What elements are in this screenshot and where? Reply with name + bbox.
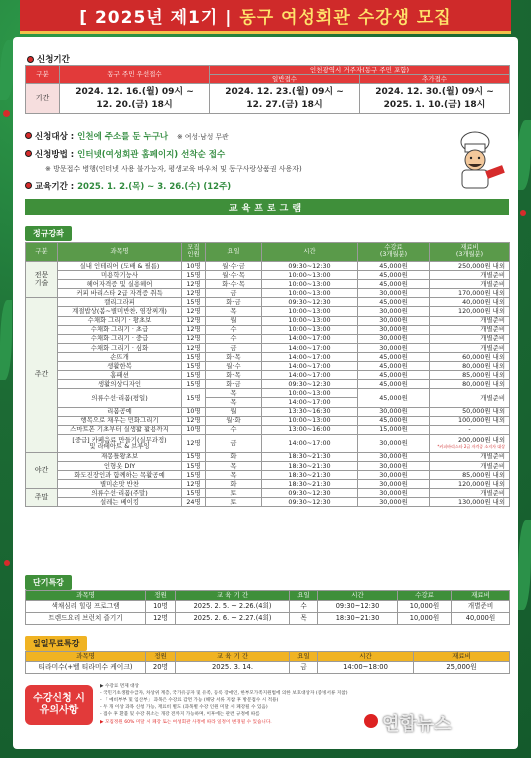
table-row [26,600,510,612]
fee: 45,000원 [358,280,430,289]
capacity: 10명 [146,600,176,612]
fee: 30,000원 [358,480,430,489]
days: 목 [206,470,262,479]
fee: 45,000원 [358,262,430,271]
fee: 10,000원 [398,600,452,612]
course-name: 의류수선·리폼(주말) [58,489,182,498]
table-row [26,352,510,361]
table-row [26,407,510,416]
time: 10:00~13:00 [262,280,358,289]
table-row [26,371,510,380]
capacity: 15명 [182,271,206,280]
capacity: 12명 [146,612,176,624]
regular-table [25,242,510,507]
fee: 30,000원 [358,461,430,470]
days: 월 [206,407,262,416]
material-fee: 80,000원 내외 [430,380,510,389]
category-cell: 주간 [26,298,58,452]
table-row [26,325,510,334]
material-fee: 개별준비 [430,271,510,280]
material-fee: 80,000원 내외 [430,362,510,371]
fee: 30,000원 [358,316,430,325]
program-band: 교육프로그램 [25,199,509,215]
time: 18:30~21:30 [318,612,398,624]
notice-line: - 접수 후 환불 및 수강 취소는 개강 전까지 가능하며, 이후에는 관련 규정에 따름 [100,712,260,718]
days: 화·목 [206,371,262,380]
material-fee: 개별준비 [430,452,510,461]
cafe-note: *커피바리스타 2급 자격증 소지자 대상 [437,444,505,450]
leaf-decoration [518,520,531,610]
col-header: 시간 [262,243,358,262]
course-name: 리폼공예 [58,407,182,416]
course-name: 헤어자격증 및 실용헤어 [58,280,182,289]
table-row [26,461,510,470]
col-header: 정원 [146,591,176,601]
bullet-icon [25,150,32,157]
course-period: 2025. 2. 6. ~ 2.27.(4회) [176,612,290,624]
time: 18:30~21:30 [262,461,358,470]
bullet-icon [25,132,32,139]
time: 09:30~12:30 [262,298,358,307]
course-name: 미용학기능사 [58,271,182,280]
days: 화·금 [206,298,262,307]
course-name: 계절밥상(봄~별미반찬, 염장찌개) [58,307,182,316]
col-header: 재료비 [452,591,510,601]
course-name: 손뜨개 [58,352,182,361]
course-name: 별미손맛 반찬 [58,480,182,489]
days: 수 [290,600,318,612]
material-fee: 200,000원 내외 *커피바리스타 2급 자격증 소지자 대상 [430,434,510,452]
fee: 30,000원 [358,334,430,343]
material-fee: 개별준비 [430,316,510,325]
material-fee: 170,000원 내외 [430,289,510,298]
category-cell: 야간 [26,452,58,488]
poster-header [20,0,511,34]
target-note: ※ 여성·남성 무관 [177,133,229,141]
course-name: 생활한복 [58,362,182,371]
days: 수 [206,334,262,343]
course-name: 화도진장인과 함께하는 목활공예 [58,470,182,479]
col-header: 수강료 (3개월분) [358,243,430,262]
table-row [26,334,510,343]
material-fee: 250,000원 내외 [430,262,510,271]
table-row [26,343,510,352]
table-row [26,362,510,371]
watermark-logo-icon [362,712,380,730]
capacity: 20명 [146,662,176,674]
fee: 30,000원 [358,498,430,507]
period-header-priority: 동구 주민 우선접수 [60,66,210,84]
notice-line: - 「 예비부부 및 임산부」 과목은 수강료 감면 가능 (해당 서류 지참 후 방문접수 시 적용) [100,698,279,704]
category-cell: 주말 [26,489,58,507]
time: 10:00~13:00 [262,416,358,425]
col-header: 교 육 기 간 [176,652,290,662]
time: 14:00~17:00 [262,371,358,380]
fee: 30,000원 [358,489,430,498]
days: 화·목 [206,352,262,361]
chef-illustration [440,128,510,190]
fee: 45,000원 [358,362,430,371]
short-course-table [25,590,510,625]
table-row [26,470,510,479]
col-header: 과목명 [58,243,182,262]
time: 18:30~21:30 [262,470,358,479]
course-name: 티라미수(+벨 티라미수 케이크) [26,662,146,674]
capacity: 12명 [182,416,206,425]
time: 09:30~12:30 [262,498,358,507]
course-name: 트렌드요리 브런치 즐기기 [26,612,146,624]
edu-period-info: 교육기간 : 2025. 1. 2.(목) ~ 3. 26.(수) (12주) [25,180,231,192]
table-row [26,271,510,280]
days: 목 [206,389,262,398]
material-fee: 개별준비 [430,325,510,334]
capacity: 12명 [182,280,206,289]
main-title: 동구 여성회관 수강생 모집 [239,8,452,28]
time: 10:00~13:00 [262,289,358,298]
col-header: 재료비 [414,652,510,662]
material-fee: 85,000원 내외 [430,470,510,479]
edu-period-value: 2025. 1. 2.(목) ~ 3. 26.(수) (12주) [77,182,232,192]
table-row [26,298,510,307]
berry-decoration [520,210,526,216]
fee: 30,000원 [358,307,430,316]
days: 금 [206,434,262,452]
table-row [26,316,510,325]
capacity: 15명 [182,470,206,479]
berry-decoration [3,110,10,117]
category-cell: 전문 기술 [26,262,58,298]
time: 14:00~17:00 [262,352,358,361]
time: 14:00~17:00 [262,362,358,371]
course-name: 의류수선·리폼(평일) [58,389,182,407]
material-fee: 개별준비 [430,389,510,407]
short-course-tag: 단기특강 [25,575,72,590]
course-name: 인형옷 DIY [58,461,182,470]
time: 13:30~16:30 [262,407,358,416]
table-row [26,425,510,434]
col-header: 시간 [318,591,398,601]
time: 10:00~13:00 [262,389,358,398]
fee: 10,000원 [398,612,452,624]
capacity: 10명 [182,262,206,271]
material-fee: 개별준비 [430,489,510,498]
fee: 15,000원 [358,425,430,434]
capacity: 15명 [182,389,206,407]
material-fee: 130,000원 내외 [430,498,510,507]
table-row [26,280,510,289]
material-fee: 40,000원 [452,612,510,624]
time: 09:30~12:30 [262,262,358,271]
table-row [26,416,510,425]
target-info: 신청대상 : 인천에 주소를 둔 누구나 ※ 여성·남성 무관 [25,130,229,142]
material-fee: 85,000원 내외 [430,371,510,380]
col-header: 과목명 [26,652,146,662]
notice-line: ▶ 모집정원 60% 미달 시 폐강 또는 여성회관 사정에 따라 일정이 변경될 수 있습니다. [100,719,272,725]
col-header: 정원 [146,652,176,662]
fee: 30,000원 [358,434,430,452]
oneday-tag: 일일무료특강 [25,636,87,651]
time: 14:00~18:00 [318,662,414,674]
table-row [26,289,510,298]
fee: 30,000원 [358,325,430,334]
col-header: 요일 [290,591,318,601]
course-name: 색채심리 힐링 프로그램 [26,600,146,612]
days: 월·수·금 [206,262,262,271]
table-row [26,389,510,398]
col-header: 요일 [206,243,262,262]
col-header: 과목명 [26,591,146,601]
period-cell: 2024. 12. 16.(월) 09시 ~ 12. 20.(금) 18시 [60,84,210,114]
course-name: 캘리그라피 [58,298,182,307]
period-row-label: 기간 [26,84,60,114]
target-value: 인천에 주소를 둔 누구나 [77,132,169,142]
notice-line: ▶ 수강료 면제 대상 [100,684,139,689]
leaf-decoration [0,300,12,380]
poster-title: [ 2025년 제1기 | 동구 여성회관 수강생 모집 [79,8,452,28]
fee: 30,000원 [358,407,430,416]
capacity: 12명 [182,334,206,343]
days: 화·금 [206,380,262,389]
course-name: 실내 인테리어 (도배 & 필름) [58,262,182,271]
days: 금 [290,662,318,674]
capacity: 15명 [182,489,206,498]
course-name: 생활의상디자인 [58,380,182,389]
time: 10:00~13:00 [262,316,358,325]
time: 14:00~17:00 [262,334,358,343]
material-fee: 100,000원 내외 [430,416,510,425]
method-value: 인터넷(여성회관 홈페이지) 선착순 접수 [77,150,226,160]
watermark: 연합뉴스 [382,714,452,735]
period-cell: 2024. 12. 30.(월) 09시 ~ 2025. 1. 10.(금) 18시 [360,84,510,114]
time: 13:00~16:00 [262,425,358,434]
notice-box: 수강신청 시 유의사항 [25,685,93,725]
table-row [26,434,510,452]
capacity: 10명 [182,425,206,434]
capacity: 12명 [182,289,206,298]
capacity: 15명 [182,452,206,461]
capacity: 24명 [182,498,206,507]
material-fee: 40,000원 내외 [430,298,510,307]
course-name: 스마트폰 기초부터 실생활 활용까지 [58,425,182,434]
col-header: 재료비 (3개월분) [430,243,510,262]
time: 14:00~17:00 [262,398,358,407]
days: 월·수·목 [206,271,262,280]
material-fee: 개별준비 [430,461,510,470]
period-table [25,65,510,114]
days: 목 [206,307,262,316]
fee: 45,000원 [358,389,430,407]
period-section-label: 신청기간 [27,53,70,65]
capacity: 15명 [182,362,206,371]
time: 09:30~12:30 [262,489,358,498]
regular-tag: 정규강좌 [25,226,72,241]
days: 화·수·목 [206,280,262,289]
days: 금 [206,289,262,298]
bullet-icon [25,182,32,189]
course-name: 수채화 그리기 · 심화 [58,343,182,352]
fee: 30,000원 [358,343,430,352]
capacity: 12명 [182,343,206,352]
fee: 45,000원 [358,371,430,380]
leaf-decoration [517,120,531,190]
time: 18:30~21:30 [262,480,358,489]
col-header: 요일 [290,652,318,662]
time: 14:00~17:00 [262,434,358,452]
oneday-table [25,651,510,674]
period-header-general: 일반접수 [210,75,360,84]
days: 금 [206,343,262,352]
capacity: 12명 [182,480,206,489]
berry-decoration [4,560,10,566]
table-row [26,612,510,624]
leaf-decoration [0,40,14,100]
col-header: 구분 [26,243,58,262]
days: 목 [206,398,262,407]
capacity: 12명 [182,307,206,316]
days: 목 [206,461,262,470]
course-name: [중급] 카페음료 만들기(실무과정) 및 라떼아트 & 브루잉 [58,434,182,452]
capacity: 12명 [182,325,206,334]
method-note: ※ 방문접수 병행(인터넷 사용 불가능자, 평생교육 바우처 및 동구사랑상품권 사용자) [45,165,302,173]
material-fee: 개별준비 [430,343,510,352]
time: 09:30~12:30 [318,600,398,612]
notice-line: - 국민기초생활수급자, 차상위 계층, 국가유공자 및 유족, 등록 장애인, 한부모가족지원법에 의한 보호대상자 (증빙서류 지참) [100,691,348,697]
fee: 30,000원 [358,452,430,461]
method-info: 신청방법 : 인터넷(여성회관 홈페이지) 선착순 접수 [25,148,225,160]
days: 화 [206,480,262,489]
fee: 30,000원 [358,289,430,298]
course-name: 설레는 베이킹 [58,498,182,507]
capacity: 15명 [182,380,206,389]
course-period: 2025. 3. 14. [176,662,290,674]
days: 월·화 [206,416,262,425]
material-fee: 50,000원 내외 [430,407,510,416]
days: 월 [206,316,262,325]
period-header-additional: 추가접수 [360,75,510,84]
table-row [26,262,510,271]
table-row [26,307,510,316]
capacity: 15명 [182,461,206,470]
table-row [26,489,510,498]
capacity: 15명 [182,352,206,361]
time: 10:00~13:00 [262,271,358,280]
table-row [26,452,510,461]
time: 14:00~17:00 [262,343,358,352]
period-header-gubun: 구분 [26,66,60,84]
table-row [26,662,510,674]
notice-line: - 두 개 이상 과목 신청 가능, 재료비 별도 (과목별 수강 인원 미달 시 폐강될 수 있음) [100,705,268,711]
capacity: 12명 [182,316,206,325]
material-fee: 개별준비 [430,280,510,289]
course-name: 수채화 그리기 · 초급 [58,325,182,334]
days: 목 [290,612,318,624]
time: 18:30~21:30 [262,452,358,461]
course-name: 행복으로 채우는 민화그리기 [58,416,182,425]
days: 수 [206,425,262,434]
table-row [26,480,510,489]
material-fee: 120,000원 내외 [430,307,510,316]
col-header: 교 육 기 간 [176,591,290,601]
capacity: 15명 [182,298,206,307]
capacity: 15명 [182,371,206,380]
period-cell: 2024. 12. 23.(월) 09시 ~ 12. 27.(금) 18시 [210,84,360,114]
fee: 45,000원 [358,380,430,389]
col-header: 모집 인원 [182,243,206,262]
time: 10:00~13:00 [262,307,358,316]
days: 수 [206,325,262,334]
material-fee: 60,000원 내외 [430,352,510,361]
material-fee: 25,000원 [414,662,510,674]
bullet-icon [27,56,34,63]
table-row [26,498,510,507]
days: 월·수 [206,362,262,371]
capacity: 10명 [182,407,206,416]
material-fee: 개별준비 [452,600,510,612]
time: 09:30~12:30 [262,380,358,389]
time: 10:00~13:00 [262,325,358,334]
fee: 45,000원 [358,298,430,307]
fee: 45,000원 [358,352,430,361]
material-fee: 개별준비 [430,334,510,343]
course-name: 수채화 그리기 · 왕초보 [58,316,182,325]
capacity: 12명 [182,434,206,452]
material-fee: - [430,425,510,434]
col-header: 시간 [318,652,414,662]
col-header: 수강료 [398,591,452,601]
period-header-incheon: 인천광역시 거주자(동구 주민 포함) [210,66,510,75]
fee: 45,000원 [358,416,430,425]
fee: 45,000원 [358,271,430,280]
course-name: 재봉틀왕초보 [58,452,182,461]
days: 토 [206,498,262,507]
days: 화 [206,452,262,461]
material-fee: 120,000원 내외 [430,480,510,489]
course-name: 홈패션 [58,371,182,380]
term-label: 2025년 제1기 [94,8,219,28]
table-row [26,380,510,389]
course-name: 수채화 그리기 · 중급 [58,334,182,343]
days: 토 [206,489,262,498]
course-period: 2025. 2. 5. ~ 2.26.(4회) [176,600,290,612]
course-name: 커피 바리스타 2급 자격증 취득 [58,289,182,298]
fee: 30,000원 [358,470,430,479]
